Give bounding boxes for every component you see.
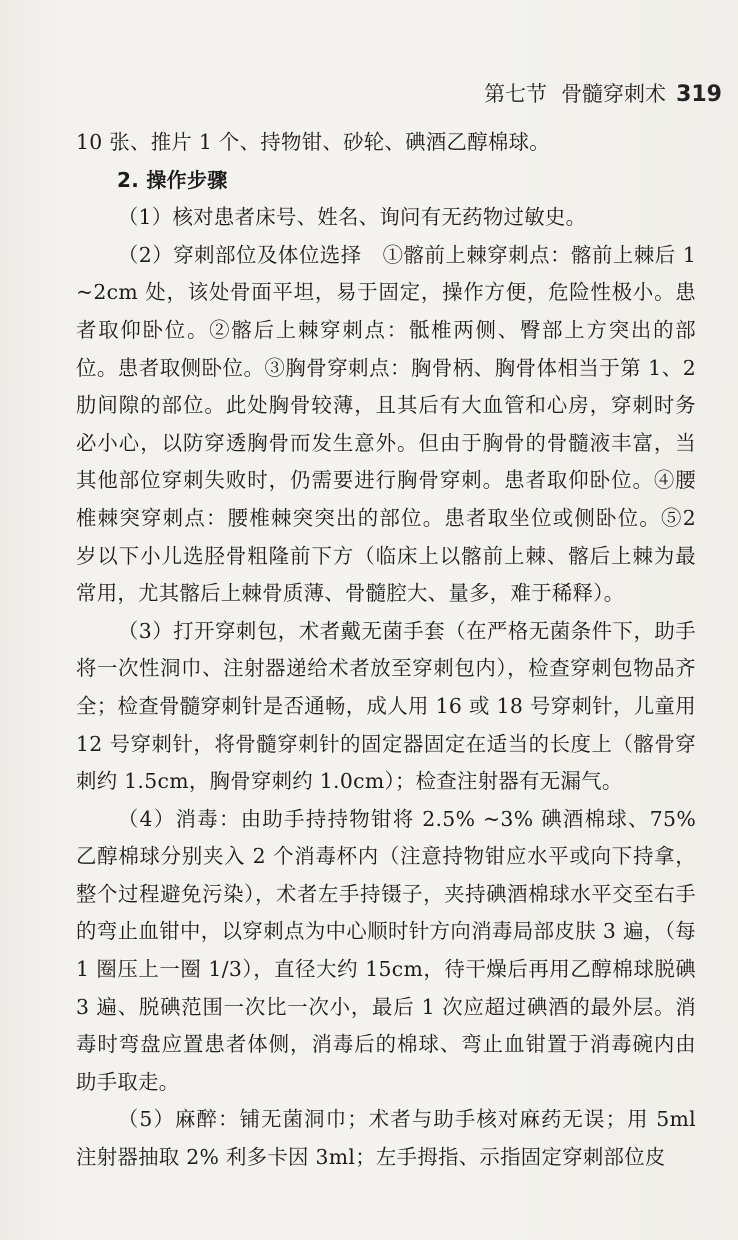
running-header xyxy=(484,78,722,108)
paragraph-step-5: （5）麻醉：铺无菌洞巾；术者与助手核对麻药无误；用 5ml 注射器抽取 2% 利多卡因 3ml；左手拇指、示指固定穿刺部位皮 xyxy=(76,1107,696,1170)
chapter-title: 骨髓穿刺术 xyxy=(561,82,667,106)
paragraph-step-1: （1）核对患者床号、姓名、询问有无药物过敏史。 xyxy=(117,205,587,230)
page-number: 319 xyxy=(676,82,722,107)
section-label: 第七节 xyxy=(484,82,548,106)
subheading-procedure-steps: 2. 操作步骤 xyxy=(117,167,228,192)
paragraph-step-4: （4）消毒：由助手持持物钳将 2.5% ~3% 碘酒棉球、75% 乙醇棉球分别夹入 2 个消毒杯内（注意持物钳应水平或向下持拿，整个过程避免污染），术者左手持镊子，夹持碘酒棉球水平交至右手的弯止血钳中，以穿刺点为中心顺时针方向消毒局部皮肤 3 遍，（每 1 圈压上一圈 1/3），直径大约 15cm，待干燥后再用乙醇棉球脱碘 3 遍、脱碘范围一次比一次小，最后 1 次应超过碘酒的最外层。消毒时弯盘应置患者体侧，消毒后的棉球、弯止血钳置于消毒碗内由助手取走。 xyxy=(76,806,696,1094)
body-text xyxy=(76,124,696,1177)
continued-paragraph: 10 张、推片 1 个、持物钳、砂轮、碘酒乙醇棉球。 xyxy=(76,130,550,154)
paragraph-step-3: （3）打开穿刺包，术者戴无菌手套（在严格无菌条件下，助手将一次性洞巾、注射器递给术者放至穿刺包内），检查穿刺包物品齐全；检查骨髓穿刺针是否通畅，成人用 16 或 18 号穿刺针，儿童用 12 号穿刺针，将骨髓穿刺针的固定器固定在适当的长度上（髂骨穿刺约 1.5cm，胸骨穿刺约 1.0cm）；检查注射器有无漏气。 xyxy=(76,618,696,794)
paragraph-step-2: （2）穿刺部位及体位选择 ①髂前上棘穿刺点：髂前上棘后 1 ~2cm 处，该处骨面平坦，易于固定，操作方便，危险性极小。患者取仰卧位。②髂后上棘穿刺点：骶椎两侧、臀部上方突出的部位。患者取侧卧位。③胸骨穿刺点：胸骨柄、胸骨体相当于第 1、2 肋间隙的部位。此处胸骨较薄，且其后有大血管和心房，穿刺时务必小心，以防穿透胸骨而发生意外。但由于胸骨的骨髓液丰富，当其他部位穿刺失败时，仍需要进行胸骨穿刺。患者取仰卧位。④腰椎棘突穿刺点：腰椎棘突突出的部位。患者取坐位或侧卧位。⑤2 岁以下小儿选胫骨粗隆前下方（临床上以髂前上棘、髂后上棘为最常用，尤其髂后上棘骨质薄、骨髓腔大、量多，难于稀释）。 xyxy=(76,242,696,606)
